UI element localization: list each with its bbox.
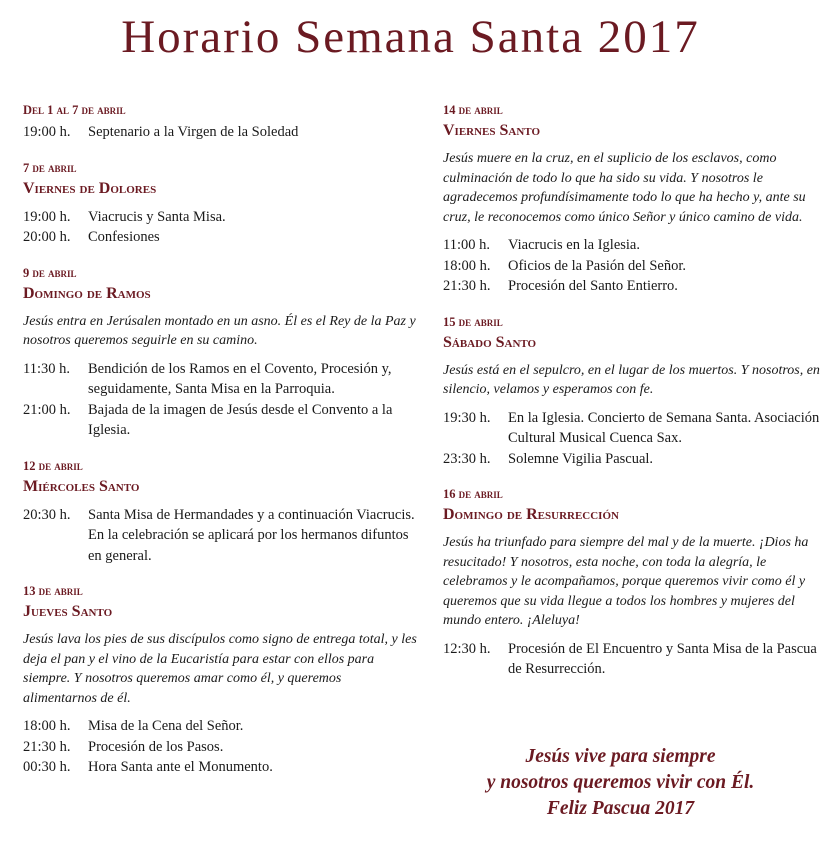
event-time: 18:00 h. <box>23 718 71 734</box>
event-time: 11:30 h. <box>23 360 70 377</box>
schedule-section-septenario <box>23 103 418 143</box>
event-time: 18:00 h. <box>443 257 491 274</box>
event-description: Procesión del Santo Entierro. <box>508 278 678 294</box>
event-description: Solemne Vigilia Pascual. <box>508 450 654 467</box>
section-intro: Jesús está en el sepulcro, en el lugar de los muertos. Y nosotros, en silencio, velamos y esperamos con fe. <box>443 362 820 397</box>
event-description: Procesión de los Pasos. <box>88 738 224 755</box>
schedule-section-sabado-santo <box>443 315 821 470</box>
section-day: Viernes de Dolores <box>23 179 157 197</box>
schedule-event <box>23 207 418 228</box>
event-time: 19:00 h. <box>23 208 71 225</box>
schedule-event <box>23 359 418 400</box>
schedule-event <box>23 505 418 567</box>
event-time: 20:00 h. <box>23 229 71 245</box>
right-column <box>443 103 821 698</box>
event-description: Septenario a la Virgen de la Soledad <box>88 124 299 140</box>
event-time: 11:00 h. <box>443 237 490 253</box>
event-time: 19:00 h. <box>23 124 71 140</box>
closing-line: y nosotros queremos vivir con Él. <box>486 772 755 793</box>
schedule-section-viernes-santo <box>443 103 821 297</box>
schedule-section-viernes-dolores <box>23 161 418 248</box>
event-description: Confesiones <box>88 229 160 245</box>
closing-line: Jesús vive para siempre <box>525 746 716 767</box>
event-time: 21:30 h. <box>443 278 491 294</box>
section-day: Sábado Santo <box>443 333 537 351</box>
schedule-section-domingo-ramos <box>23 266 418 441</box>
closing-message <box>443 744 798 822</box>
schedule-section-miercoles-santo <box>23 459 418 567</box>
section-date: Del 1 al 7 de abril <box>23 103 126 117</box>
event-time: 21:30 h. <box>23 738 71 755</box>
schedule-event <box>443 276 821 297</box>
event-time: 20:30 h. <box>23 506 71 523</box>
section-date: 7 de abril <box>23 160 77 175</box>
schedule-event <box>23 227 418 248</box>
event-description: En la Iglesia. Concierto de Semana Santa. Asociación Cultural Musical Cuenca Sax. <box>508 409 820 446</box>
section-day: Domingo de Ramos <box>23 284 151 302</box>
section-day: Miércoles Santo <box>23 477 140 495</box>
section-intro: Jesús entra en Jerúsalen montado en un asno. Él es el Rey de la Paz y nosotros queremos seguirle en su camino. <box>23 313 416 348</box>
schedule-event <box>23 737 418 758</box>
event-description: Bendición de los Ramos en el Covento, Procesión y, seguidamente, Santa Misa en la Parroquia. <box>88 360 392 397</box>
schedule-event <box>443 408 821 449</box>
left-column <box>23 103 418 796</box>
closing-line: Feliz Pascua 2017 <box>546 798 695 819</box>
event-description: Viacrucis y Santa Misa. <box>88 208 226 225</box>
schedule-event <box>443 256 821 277</box>
section-day: Domingo de Resurrección <box>443 506 619 523</box>
section-intro: Jesús ha triunfado para siempre del mal y de la muerte. ¡Dios ha resucitado! Y nosotros, esta noche, con toda la alegría, le celebramos y le acompañamos, porque queremos vivir como él y queremos que su vida llegue a todos los hombres y mujeres del mundo entero. ¡Aleluya! <box>443 535 809 628</box>
schedule-event <box>443 449 821 470</box>
section-date: 9 de abril <box>23 265 77 280</box>
schedule-event <box>443 639 821 680</box>
section-date: 14 de abril <box>443 103 503 117</box>
section-date: 12 de abril <box>23 458 83 473</box>
section-day: Viernes Santo <box>443 122 540 139</box>
section-intro: Jesús muere en la cruz, en el suplicio de los esclavos, como culminación de todo lo que ha sido su vida. Y nosotros le agradecemos profundísimamente todo lo que ha hecho y, ante su cruz, le reconocemos como único Señor y único camino de vida. <box>443 151 806 225</box>
event-time: 19:30 h. <box>443 409 491 426</box>
event-time: 12:30 h. <box>443 640 491 657</box>
event-time: 23:30 h. <box>443 450 491 467</box>
event-description: Bajada de la imagen de Jesús desde el Convento a la Iglesia. <box>88 401 393 438</box>
schedule-event <box>23 716 418 737</box>
event-description: Hora Santa ante el Monumento. <box>88 759 273 775</box>
event-description: Procesión de El Encuentro y Santa Misa de la Pascua de Resurrección. <box>508 640 817 677</box>
event-description: Oficios de la Pasión del Señor. <box>508 257 687 274</box>
page-title: Horario Semana Santa 2017 <box>121 11 700 63</box>
section-date: 15 de abril <box>443 314 503 329</box>
schedule-event <box>23 122 418 143</box>
schedule-event <box>23 400 418 441</box>
event-time: 00:30 h. <box>23 759 71 775</box>
section-intro: Jesús lava los pies de sus discípulos como signo de entrega total, y les deja el pan y el vino de la Eucaristía para estar con ellos para siempre. Y nosotros queremos amar como él, y queremos alimentarnos de él. <box>23 632 417 706</box>
schedule-event <box>23 757 418 778</box>
section-day: Jueves Santo <box>23 603 113 620</box>
event-time: 21:00 h. <box>23 401 71 418</box>
event-description: Viacrucis en la Iglesia. <box>508 237 640 253</box>
section-date: 16 de abril <box>443 487 503 501</box>
schedule-section-jueves-santo <box>23 584 418 778</box>
schedule-section-domingo-resurreccion <box>443 487 821 680</box>
event-description: Misa de la Cena del Señor. <box>88 718 244 734</box>
schedule-event <box>443 235 821 256</box>
event-description: Santa Misa de Hermandades y a continuación Viacrucis. En la celebración se aplicará por los hermanos difuntos en general. <box>88 506 415 564</box>
section-date: 13 de abril <box>23 584 83 598</box>
